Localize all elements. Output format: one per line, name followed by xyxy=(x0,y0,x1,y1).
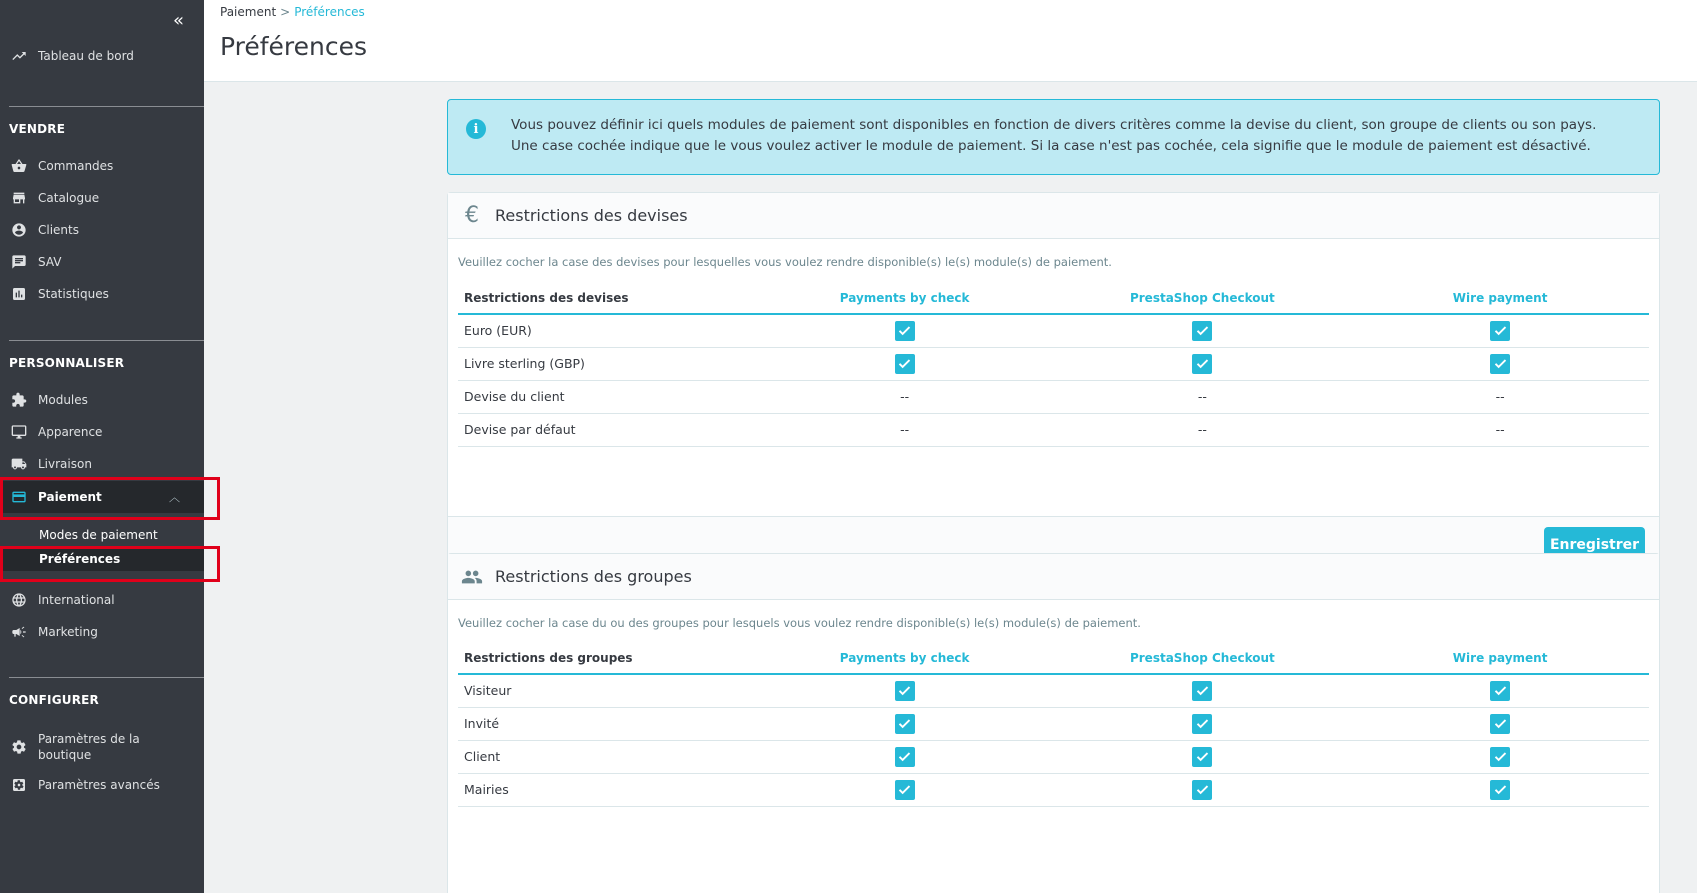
sidebar-item-label xyxy=(38,731,140,763)
table-row xyxy=(458,740,1649,773)
section-customize-heading: PERSONNALISER xyxy=(9,356,125,370)
info-icon: i xyxy=(466,119,486,139)
check-icon xyxy=(1195,716,1210,731)
row-label: Visiteur xyxy=(458,674,756,707)
table-row xyxy=(458,413,1649,446)
sidebar-item-payment[interactable] xyxy=(0,481,204,513)
sidebar-item-stats[interactable] xyxy=(0,279,204,309)
sidebar-item-advanced-parameters[interactable] xyxy=(0,770,204,800)
not-applicable-cell: -- xyxy=(1054,413,1352,446)
checked-checkbox[interactable] xyxy=(895,681,915,701)
checkbox-cell xyxy=(756,674,1054,707)
breadcrumb xyxy=(220,5,365,19)
not-applicable-cell: -- xyxy=(1054,380,1352,413)
check-icon xyxy=(897,782,912,797)
row-label: Invité xyxy=(458,707,756,740)
check-icon xyxy=(1195,323,1210,338)
checked-checkbox[interactable] xyxy=(1490,354,1510,374)
check-icon xyxy=(1195,782,1210,797)
checked-checkbox[interactable] xyxy=(1490,321,1510,341)
check-icon xyxy=(897,683,912,698)
checkbox-cell xyxy=(756,707,1054,740)
check-icon xyxy=(1195,683,1210,698)
save-button[interactable]: Enregistrer xyxy=(1544,527,1645,563)
sidebar-item-modules[interactable] xyxy=(0,385,204,415)
table-header-row xyxy=(458,283,1649,314)
megaphone-icon xyxy=(9,624,29,640)
check-icon xyxy=(1493,323,1508,338)
checkbox-cell xyxy=(1054,674,1352,707)
not-applicable-cell: -- xyxy=(756,413,1054,446)
column-header-module: Payments by check xyxy=(756,283,1054,314)
sidebar-item-shop-parameters[interactable] xyxy=(0,729,204,765)
sidebar-item-dashboard[interactable] xyxy=(0,41,204,71)
chevron-up-icon: ︿ xyxy=(169,491,180,504)
not-applicable-cell: -- xyxy=(756,380,1054,413)
sidebar-item-label: Paiement xyxy=(38,490,102,504)
not-applicable-cell: -- xyxy=(1351,413,1649,446)
row-label: Devise par défaut xyxy=(458,413,756,446)
section-configure-heading: CONFIGURER xyxy=(9,693,99,707)
table-row xyxy=(458,347,1649,380)
sidebar-item-catalog[interactable] xyxy=(0,183,204,213)
checked-checkbox[interactable] xyxy=(1192,321,1212,341)
globe-icon xyxy=(9,592,29,608)
settings-applications-icon xyxy=(9,777,29,793)
desktop-icon xyxy=(9,424,29,440)
sidebar-subitem-payment-methods[interactable]: Modes de paiement xyxy=(39,528,158,542)
gear-icon xyxy=(9,739,29,755)
check-icon xyxy=(1493,716,1508,731)
checkbox-cell xyxy=(756,347,1054,380)
column-header-module: Payments by check xyxy=(756,643,1054,674)
column-header-module: PrestaShop Checkout xyxy=(1054,643,1352,674)
sidebar-item-appearance[interactable] xyxy=(0,417,204,447)
account-circle-icon xyxy=(9,222,29,238)
checked-checkbox[interactable] xyxy=(1192,780,1212,800)
checked-checkbox[interactable] xyxy=(1490,714,1510,734)
sidebar-item-sav[interactable] xyxy=(0,247,204,277)
check-icon xyxy=(897,356,912,371)
sidebar-item-label: Clients xyxy=(38,223,79,237)
basket-icon xyxy=(9,158,29,174)
checked-checkbox[interactable] xyxy=(1490,681,1510,701)
checked-checkbox[interactable] xyxy=(895,780,915,800)
checked-checkbox[interactable] xyxy=(1192,714,1212,734)
checkbox-cell xyxy=(1351,707,1649,740)
divider xyxy=(9,677,204,678)
store-icon xyxy=(9,190,29,206)
row-label: Devise du client xyxy=(458,380,756,413)
credit-card-icon xyxy=(9,489,29,505)
table-row xyxy=(458,674,1649,707)
panel-description: Veuillez cocher la case des devises pour lesquelles vous voulez rendre disponible(s) le(s) module(s) de paiement. xyxy=(458,255,1112,269)
checked-checkbox[interactable] xyxy=(895,747,915,767)
sidebar-item-label: Tableau de bord xyxy=(38,49,134,63)
section-sell-heading: VENDRE xyxy=(9,122,66,136)
divider xyxy=(9,106,204,107)
currency-restrictions-panel xyxy=(447,192,1660,573)
column-header-module: PrestaShop Checkout xyxy=(1054,283,1352,314)
checked-checkbox[interactable] xyxy=(1490,780,1510,800)
check-icon xyxy=(1493,683,1508,698)
page-header xyxy=(204,0,1697,82)
sidebar-item-label: Catalogue xyxy=(38,191,100,205)
row-label: Euro (EUR) xyxy=(458,314,756,347)
checkbox-cell xyxy=(1351,347,1649,380)
check-icon xyxy=(1493,782,1508,797)
chat-icon xyxy=(9,254,29,270)
sidebar-item-marketing[interactable] xyxy=(0,617,204,647)
sidebar-item-customers[interactable] xyxy=(0,215,204,245)
check-icon xyxy=(1195,356,1210,371)
sidebar-item-label: SAV xyxy=(38,255,62,269)
checkbox-cell xyxy=(1351,740,1649,773)
checkbox-cell xyxy=(1351,674,1649,707)
sidebar-item-label: Apparence xyxy=(38,425,103,439)
main-content xyxy=(204,82,1697,893)
checkbox-cell xyxy=(756,740,1054,773)
sidebar-item-label: Paramètres avancés xyxy=(38,778,160,792)
not-applicable-cell: -- xyxy=(1351,380,1649,413)
sidebar-item-international[interactable] xyxy=(0,585,204,615)
breadcrumb-separator: > xyxy=(280,5,291,19)
users-icon xyxy=(461,566,483,588)
puzzle-icon xyxy=(9,392,29,408)
sidebar xyxy=(0,0,204,893)
table-row xyxy=(458,707,1649,740)
checkbox-cell xyxy=(1054,707,1352,740)
checked-checkbox[interactable] xyxy=(1192,681,1212,701)
currency-restrictions-table xyxy=(458,283,1649,447)
table-header-row xyxy=(458,643,1649,674)
info-alert xyxy=(447,99,1660,175)
row-label: Mairies xyxy=(458,773,756,806)
column-header: Restrictions des devises xyxy=(458,283,756,314)
page-title: Préférences xyxy=(220,32,368,61)
group-restrictions-panel xyxy=(447,553,1660,893)
table-row xyxy=(458,314,1649,347)
panel-title: Restrictions des devises xyxy=(495,206,688,225)
checkbox-cell xyxy=(756,773,1054,806)
check-icon xyxy=(1493,749,1508,764)
checkbox-cell xyxy=(1054,314,1352,347)
column-header: Restrictions des groupes xyxy=(458,643,756,674)
group-restrictions-table xyxy=(458,643,1649,807)
table-row xyxy=(458,773,1649,806)
euro-icon: € xyxy=(465,203,479,228)
sidebar-subitem-preferences[interactable]: Préférences xyxy=(0,547,204,571)
collapse-sidebar-icon[interactable]: « xyxy=(172,10,184,31)
check-icon xyxy=(1195,749,1210,764)
row-label: Livre sterling (GBP) xyxy=(458,347,756,380)
checkbox-cell xyxy=(1054,347,1352,380)
breadcrumb-parent[interactable]: Paiement xyxy=(220,5,277,19)
checkbox-cell xyxy=(1054,740,1352,773)
panel-title: Restrictions des groupes xyxy=(495,567,692,586)
label-line-1: Paramètres de la xyxy=(38,732,140,746)
column-header-module: Wire payment xyxy=(1351,643,1649,674)
checked-checkbox[interactable] xyxy=(1192,747,1212,767)
checkbox-cell xyxy=(756,314,1054,347)
checked-checkbox[interactable] xyxy=(895,714,915,734)
sidebar-item-orders[interactable] xyxy=(0,151,204,181)
sidebar-item-label: Livraison xyxy=(38,457,92,471)
sidebar-item-label: Marketing xyxy=(38,625,98,639)
check-icon xyxy=(897,749,912,764)
check-icon xyxy=(1493,356,1508,371)
check-icon xyxy=(897,716,912,731)
checkbox-cell xyxy=(1351,314,1649,347)
sidebar-item-shipping[interactable] xyxy=(0,449,204,479)
checked-checkbox[interactable] xyxy=(1192,354,1212,374)
checked-checkbox[interactable] xyxy=(1490,747,1510,767)
truck-icon xyxy=(9,456,29,472)
checked-checkbox[interactable] xyxy=(895,354,915,374)
check-icon xyxy=(897,323,912,338)
column-header-module: Wire payment xyxy=(1351,283,1649,314)
trending-up-icon xyxy=(9,48,29,64)
bar-chart-icon xyxy=(9,286,29,302)
panel-header xyxy=(448,193,1659,239)
label-line-2: boutique xyxy=(38,748,92,762)
panel-header xyxy=(448,554,1659,600)
breadcrumb-current[interactable]: Préférences xyxy=(294,5,365,19)
sidebar-item-label: Commandes xyxy=(38,159,114,173)
row-label: Client xyxy=(458,740,756,773)
checkbox-cell xyxy=(1054,773,1352,806)
sidebar-item-label: Modules xyxy=(38,393,88,407)
divider xyxy=(9,340,204,341)
checked-checkbox[interactable] xyxy=(895,321,915,341)
sidebar-item-label: International xyxy=(38,593,115,607)
info-line-1: Vous pouvez définir ici quels modules de paiement sont disponibles en fonction de divers critères comme la devise du client, son groupe de clients ou son pays. xyxy=(511,117,1597,133)
panel-description: Veuillez cocher la case du ou des groupes pour lesquels vous voulez rendre disponible(s) le(s) module(s) de paiement. xyxy=(458,616,1141,630)
checkbox-cell xyxy=(1351,773,1649,806)
table-row xyxy=(458,380,1649,413)
info-line-2: Une case cochée indique que le vous voulez activer le module de paiement. Si la case n'est pas cochée, cela signifie que le module de paiement est désactivé. xyxy=(511,138,1591,154)
sidebar-item-label: Statistiques xyxy=(38,287,109,301)
